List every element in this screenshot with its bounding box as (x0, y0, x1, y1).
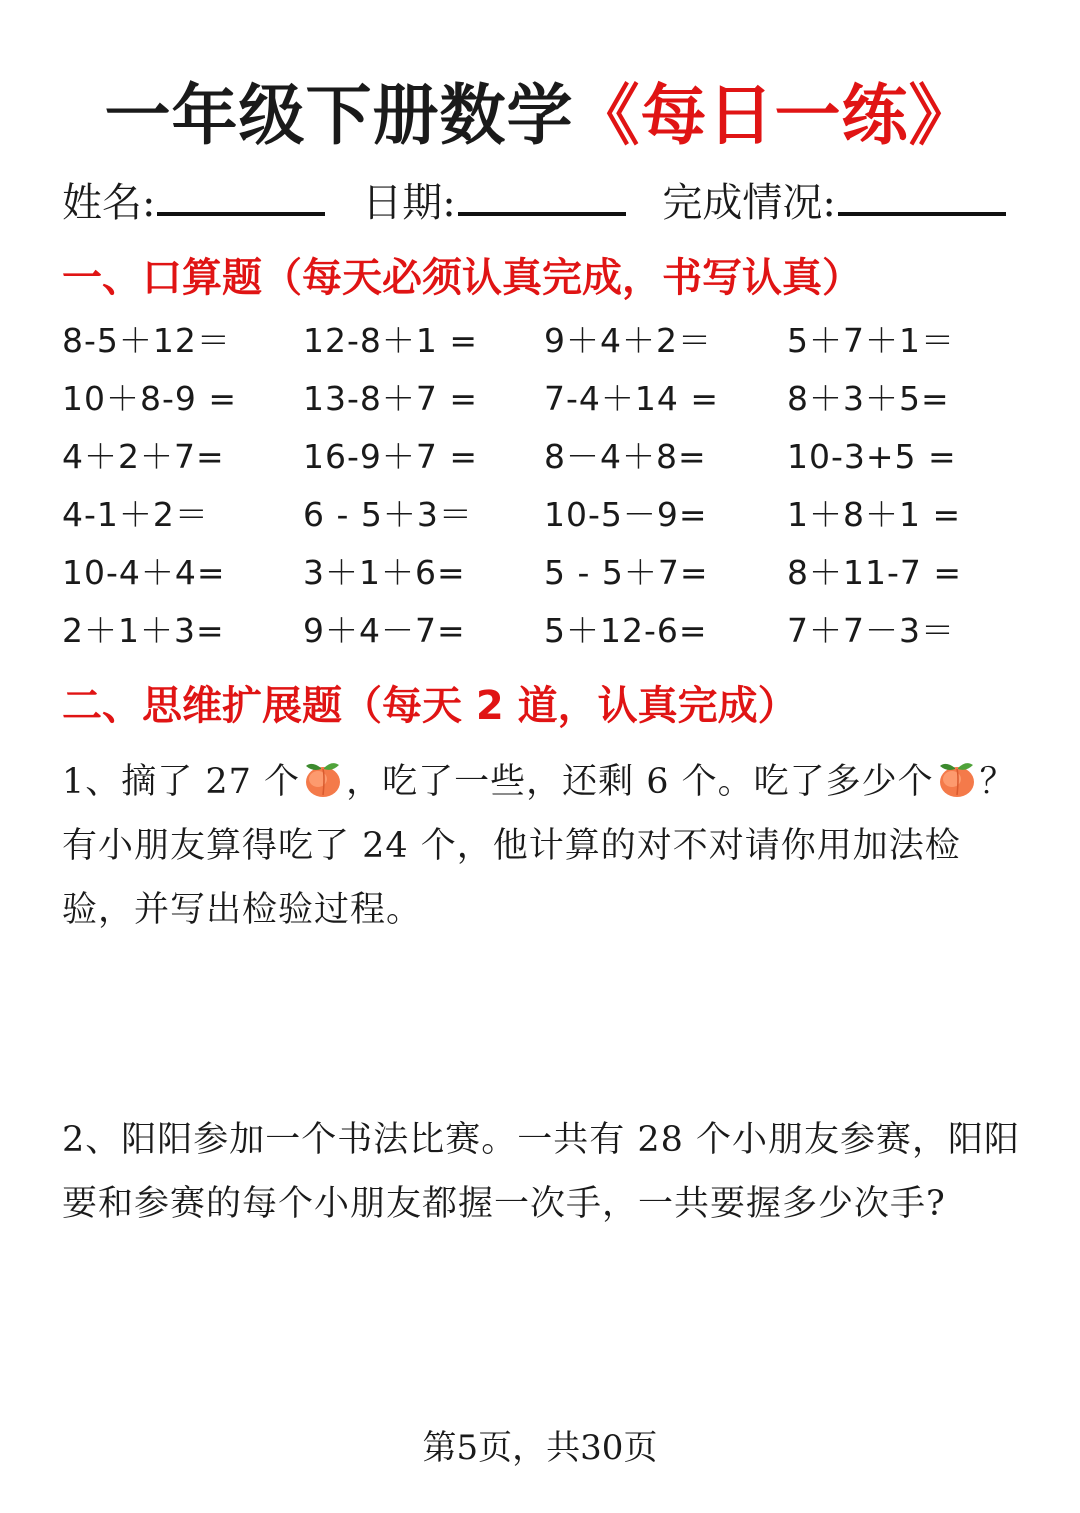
name-field (62, 172, 325, 231)
equation: 8＋3＋5= (787, 379, 950, 418)
equation: 16-9＋7 = (303, 437, 479, 476)
equation: 10-3+5 = (787, 437, 957, 476)
equation: 5＋7＋1＝ (787, 321, 955, 360)
equation: 2＋1＋3= (62, 611, 225, 650)
equation: 5 - 5＋7= (544, 553, 709, 592)
equation: 7-4＋14 = (544, 379, 720, 418)
date-label: 日期: (362, 180, 456, 226)
status-field (662, 172, 1005, 231)
equation: 5＋12-6= (544, 611, 708, 650)
equation: 10-4＋4= (62, 553, 226, 592)
equation: 8＋11-7 = (787, 553, 963, 592)
equation: 10-5－9= (544, 495, 708, 534)
equation: 4＋2＋7= (62, 437, 225, 476)
equation: 8－4＋8= (544, 437, 707, 476)
equation: 13-8＋7 = (303, 379, 479, 418)
equation: 7＋7－3＝ (787, 611, 955, 650)
equation: 9＋4＋2＝ (544, 321, 712, 360)
page-footer: 第5页，共30页 (422, 1428, 658, 1468)
problem1-text-b: ，吃了一些，还剩 6 个。吃了多少个 (346, 762, 934, 802)
title-main: 一年级下册数学 (104, 77, 574, 154)
page-title (0, 78, 1080, 154)
peach-icon (936, 756, 978, 796)
equation: 4-1＋2＝ (62, 495, 209, 534)
section2-heading: 二、思维扩展题（每天 2 道，认真完成） (62, 683, 798, 729)
name-label: 姓名: (62, 180, 156, 226)
equation: 6 - 5＋3＝ (303, 495, 473, 534)
student-info-row (62, 172, 1022, 231)
date-field (362, 172, 625, 231)
equation: 10＋8-9 = (62, 379, 238, 418)
problem-1 (62, 750, 1022, 942)
status-blank (838, 172, 1006, 216)
equation: 9＋4－7= (303, 611, 466, 650)
date-blank (458, 172, 626, 216)
equation: 8-5＋12＝ (62, 321, 231, 360)
problem-2: 2、阳阳参加一个书法比赛。一共有 28 个小朋友参赛，阳阳要和参赛的每个小朋友都握一次手，一共要握多少次手? (62, 1120, 1021, 1224)
equation: 3＋1＋6= (303, 553, 466, 592)
equation: 12-8＋1 = (303, 321, 479, 360)
problem1-text-c: ？有小朋友算得吃了 24 个，他计算的对不对请你用加法检验，并写出检验过程。 (62, 762, 1016, 930)
name-blank (157, 172, 325, 216)
peach-icon (302, 756, 344, 796)
equation: 1＋8＋1 = (787, 495, 962, 534)
problem1-text-a: 1、摘了 27 个 (62, 762, 301, 802)
status-label: 完成情况: (662, 180, 836, 226)
title-accent: 《每日一练》 (573, 77, 976, 154)
mental-math-grid (62, 315, 1022, 663)
section1-heading: 一、口算题（每天必须认真完成，书写认真） (62, 255, 862, 301)
